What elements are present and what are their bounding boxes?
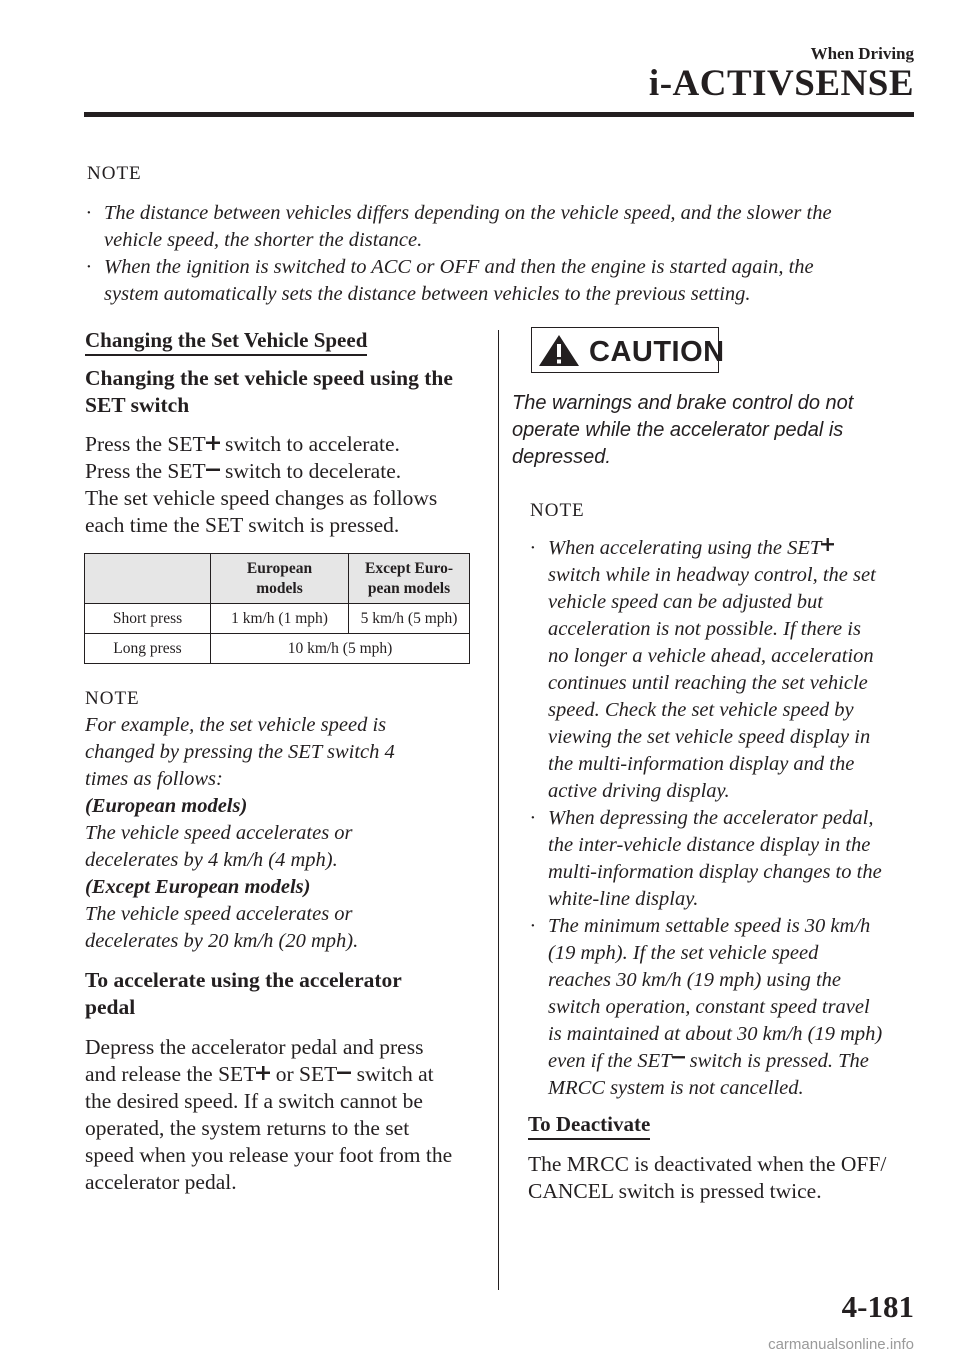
right-note-bullet-3: · The minimum settable speed is 30 km/h (19 mph). If the set vehicle speed reaches 30 km/h (19 mph) using the switch operation, constant speed travel is maintained at about 30 km/h (19 mph) even if the SET switch is pressed. The MRCC system is not cancelled. [530, 915, 883, 1099]
table-row [85, 634, 470, 664]
speed-change-table [84, 553, 470, 664]
right-note-label: NOTE [530, 500, 585, 521]
right-heading: To Deactivate [528, 1112, 650, 1140]
table-cell-label: Short press [85, 604, 211, 634]
left-heading: Changing the Set Vehicle Speed [85, 328, 367, 356]
right-note-bullet-2: · When depressing the accelerator pedal, the inter-vehicle distance display in the multi-information display changes to the white-line display. [530, 807, 882, 910]
watermark: carmanualsonline.info [768, 1336, 914, 1353]
top-note-label: NOTE [87, 163, 142, 184]
page-number: 4-181 [841, 1289, 914, 1324]
table-header-empty [85, 554, 211, 604]
left-note-label: NOTE [85, 688, 140, 709]
top-note-bullet-1: · The distance between vehicles differs depending on the vehicle speed, and the slower the vehicle speed, the shorter the distance. [86, 202, 832, 251]
top-note-bullet-2: · When the ignition is switched to ACC or OFF and then the engine is started again, the system automatically sets the distance between vehicles to the previous setting. [86, 256, 814, 305]
left-paragraph-2: Depress the accelerator pedal and press and release the SET or SET switch at the desired speed. If a switch cannot be operated, the system returns to the set speed when you release your foot from the accelerator pedal. [85, 1035, 453, 1194]
header-rule [84, 112, 914, 117]
section-title: When Driving [810, 44, 914, 63]
minus-icon [206, 463, 220, 477]
right-note-list [528, 535, 928, 1102]
left-subheading-set-switch: Changing the set vehicle speed using the SET switch [85, 366, 453, 417]
right-paragraph: The MRCC is deactivated when the OFF/ CANCEL switch is pressed twice. [528, 1152, 887, 1203]
left-subheading-accelerator: To accelerate using the accelerator pedal [85, 968, 402, 1019]
left-paragraph-1: Press the SET switch to accelerate. Press the SET switch to decelerate. The set vehicle speed changes as follows each time the SET switch is pressed. [85, 432, 438, 537]
caution-title: CAUTION [589, 336, 725, 368]
plus-icon [206, 436, 220, 450]
table-cell: 1 km/h (1 mph) [211, 604, 349, 634]
right-note-bullet-1: · When accelerating using the SET switch while in headway control, the set vehicle speed can be adjusted but acceleration is not possible. If there is no longer a vehicle ahead, acceleration continues until reaching the set vehicle speed. Check the set vehicle speed by viewing the set vehicle speed display in the multi-information display and the active driving display. [530, 537, 876, 802]
table-row [85, 604, 470, 634]
table-cell: 10 km/h (5 mph) [211, 634, 470, 664]
table-header-except-european: Except Euro- pean models [349, 554, 470, 604]
table-header-row [85, 554, 470, 604]
caution-body: The warnings and brake control do not operate while the accelerator pedal is depressed. [512, 392, 854, 468]
warning-triangle-icon [538, 334, 580, 367]
table-cell-label: Long press [85, 634, 211, 664]
top-note-list [84, 200, 924, 308]
chapter-title: i-ACTIVSENSE [648, 63, 914, 104]
minus-icon [337, 1066, 351, 1080]
table-cell: 5 km/h (5 mph) [349, 604, 470, 634]
minus-icon [672, 1051, 685, 1064]
table-header-european: European models [211, 554, 349, 604]
column-divider [498, 330, 499, 1290]
plus-icon [821, 538, 834, 551]
plus-icon [256, 1066, 270, 1080]
left-note-body: For example, the set vehicle speed is changed by pressing the SET switch 4 times as follows: (European models) The vehicle speed accelerates or decelerates by 4 km/h (4 mph). (Except European models) The vehicle speed accelerates or decelerates by 20 km/h (20 mph). [85, 714, 395, 952]
